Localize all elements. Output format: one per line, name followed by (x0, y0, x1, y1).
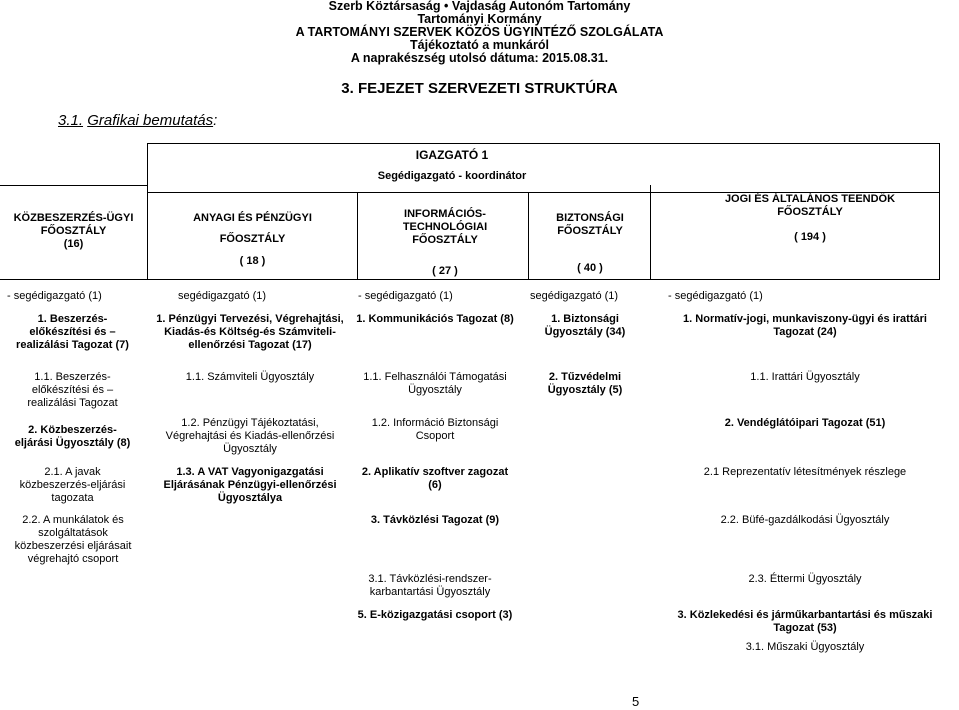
section-colon: : (213, 112, 218, 129)
col5-item-8: 3.1. Műszaki Ügyosztály (745, 641, 865, 653)
page-number: 5 (632, 694, 640, 709)
col1-item-1: 1. Beszerzés-előkészítési és – realizálási Tagozat (7) (16, 313, 129, 351)
col2-item-2: 1.1. Számviteli Ügyosztály (185, 371, 315, 383)
col4-item-1: 1. Biztonsági Ügyosztály (34) (544, 313, 626, 338)
dept-security-count: ( 40 ) (577, 262, 603, 274)
dept-finance-name: ANYAGI ÉS PÉNZÜGYI (193, 212, 312, 224)
section-name: Grafikai bemutatás (87, 112, 214, 129)
col1-item-5: 2.2. A munkálatok és szolgáltatások közbeszerzési eljárásait végrehajtó csoport (14, 514, 132, 565)
director-label: IGAZGATÓ 1 (415, 148, 489, 162)
col3-item-3: 1.2. Információ Biztonsági Csoport (371, 417, 499, 442)
col5-item-6: 2.3. Éttermi Ügyosztály (748, 573, 862, 585)
col2-item-3: 1.2. Pénzügyi Tájékoztatási, Végrehajtási és Kiadás-ellenőrzési Ügyosztály (165, 417, 335, 455)
dept-it-count: ( 27 ) (432, 265, 458, 277)
col4-item-2: 2. Tűzvédelmi Ügyosztály (5) (547, 371, 623, 396)
dept-security (540, 212, 640, 275)
dept-legal (700, 193, 920, 244)
col5-item-4: 2.1 Reprezentatív létesítmények részlege (703, 466, 907, 478)
deputy-3: - segédigazgató (1) (358, 290, 453, 302)
header-line-2: Tartományi Kormány (417, 12, 542, 26)
header-line-5: A naprakészség utolsó dátuma: 2015.08.31. (350, 51, 609, 65)
chapter-title: 3. FEJEZET SZERVEZETI STRUKTÚRA (341, 80, 618, 97)
dept-legal-name: JOGI ÉS ÁLTALÁNOS TEENDŐK FŐOSZTÁLY (724, 193, 896, 218)
col3-item-2: 1.1. Felhasználói Támogatási Ügyosztály (363, 371, 507, 396)
col5-item-7: 3. Közlekedési és járműkarbantartási és műszaki Tagozat (53) (677, 609, 933, 634)
dept-procurement-name: KÖZBESZERZÉS-ÜGYI FŐOSZTÁLY (13, 212, 134, 237)
header-line-4: Tájékoztató a munkáról (410, 38, 549, 52)
col2-item-1: 1. Pénzügyi Tervezési, Végrehajtási, Kiadás-és Költség-és Számviteli-ellenőrzési Tagozat (17) (156, 313, 344, 351)
col3-item-4: 2. Aplikatív szoftver zagozat (6) (361, 466, 509, 491)
col5-item-2: 1.1. Irattári Ügyosztály (750, 371, 860, 383)
col1-item-2: 1.1. Beszerzés-előkészítési és – realizálási Tagozat (27, 371, 118, 409)
section-title (58, 112, 217, 129)
dept-security-name: BIZTONSÁGI FŐOSZTÁLY (556, 212, 624, 237)
col3-item-1: 1. Kommunikációs Tagozat (8) (356, 313, 514, 325)
col3-item-5: 3. Távközlési Tagozat (9) (370, 514, 500, 526)
deputy-4: segédigazgató (1) (530, 290, 619, 302)
section-number: 3.1. (58, 112, 84, 129)
deputy-5: - segédigazgató (1) (668, 290, 763, 302)
dept-procurement (2, 212, 145, 251)
col5-item-5: 2.2. Büfé-gazdálkodási Ügyosztály (720, 514, 890, 526)
col1-item-3: 2. Közbeszerzés-eljárási Ügyosztály (8) (14, 424, 131, 449)
header-line-1: Szerb Köztársaság • Vajdaság Autonóm Tartomány (328, 0, 631, 13)
col3-item-7: 5. E-közigazgatási csoport (3) (357, 609, 513, 621)
dept-procurement-count: (16) (63, 238, 84, 250)
dept-legal-count: ( 194 ) (794, 231, 826, 243)
header-line-3: A TARTOMÁNYI SZERVEK KÖZÖS ÜGYINTÉZŐ SZOLGÁLATA (295, 25, 664, 39)
deputy-1: - segédigazgató (1) (7, 290, 102, 302)
col3-item-6: 3.1. Távközlési-rendszer-karbantartási Ügyosztály (368, 573, 492, 598)
col5-item-1: 1. Normatív-jogi, munkaviszony-ügyi és irattári Tagozat (24) (683, 313, 927, 338)
col1-item-4: 2.1. A javak közbeszerzés-eljárási tagozata (19, 466, 126, 504)
deputy-coordinator-label: Segédigazgató - koordinátor (377, 170, 527, 182)
dept-it (390, 208, 500, 278)
col2-item-4: 1.3. A VAT Vagyonigazgatási Eljárásának Pénzügyi-ellenőrzési Ügyosztálya (163, 466, 337, 504)
deputy-2: segédigazgató (1) (178, 290, 267, 302)
dept-it-name: INFORMÁCIÓS-TECHNOLÓGIAI FŐOSZTÁLY (402, 208, 488, 246)
col5-item-3: 2. Vendéglátóipari Tagozat (51) (724, 417, 886, 429)
dept-finance (150, 212, 355, 268)
dept-finance-name-2: FŐOSZTÁLY (219, 233, 286, 245)
dept-finance-count: ( 18 ) (239, 255, 266, 267)
